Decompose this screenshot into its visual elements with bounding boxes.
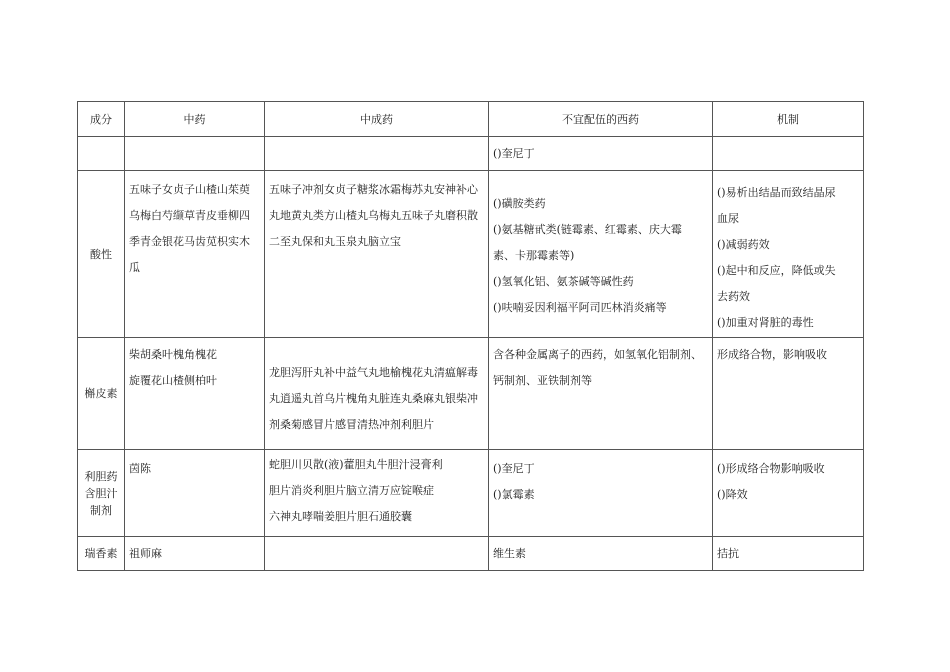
header-cell: 机制	[713, 102, 864, 137]
cell-patent	[265, 137, 489, 171]
cell-line: 柴胡桑叶槐角槐花	[129, 348, 217, 361]
table-row	[78, 137, 864, 171]
cell-herbs	[125, 450, 265, 537]
cell-line: ()奎尼丁	[493, 147, 535, 160]
cell-line: ()减弱药效	[717, 238, 770, 251]
table-row	[78, 450, 864, 537]
cell-line: 含胆汁	[84, 486, 118, 500]
cell-component	[78, 537, 125, 571]
cell-line: ()奎尼丁	[493, 462, 535, 475]
cell-line: 利胆药	[84, 469, 118, 483]
cell-line: ()呋喃妥因利福平阿司匹林消炎痛等	[493, 301, 667, 314]
cell-line: ()氢氧化铝、氨茶碱等碱性药	[493, 275, 634, 288]
cell-mechanism	[713, 450, 864, 537]
cell-line: 剂桑菊感冒片感冒清热冲剂利胆片	[269, 418, 434, 431]
table-row	[78, 537, 864, 571]
cell-patent	[265, 450, 489, 537]
cell-mechanism	[713, 171, 864, 338]
cell-western	[489, 537, 713, 571]
cell-line: 形成络合物，影响吸收	[717, 348, 827, 361]
cell-line: ()磺胺类药	[493, 197, 546, 210]
header-cell: 不宜配伍的西药	[489, 102, 713, 137]
cell-line: 丸逍遥丸首乌片槐角丸脏连丸桑麻丸银柴冲	[269, 392, 478, 405]
cell-line: 茵陈	[129, 462, 151, 475]
header-cell: 中药	[125, 102, 265, 137]
cell-line: ()加重对肾脏的毒性	[717, 316, 814, 329]
cell-line: 酸性	[90, 247, 112, 261]
cell-line: 六神丸哮喘姜胆片胆石通胶囊	[269, 510, 412, 523]
cell-line: 素、卡那霉素等)	[493, 249, 575, 262]
cell-line: 制剂	[90, 503, 112, 517]
cell-line: 去药效	[717, 290, 750, 303]
header-cell: 中成药	[265, 102, 489, 137]
cell-line: 瑞香素	[84, 547, 118, 560]
cell-line: ()氨基糖甙类(链霉素、红霉素、庆大霉	[493, 223, 682, 236]
table-row	[78, 338, 864, 450]
cell-herbs	[125, 338, 265, 450]
table-row	[78, 171, 864, 338]
cell-western	[489, 171, 713, 338]
cell-line: 旋覆花山楂侧柏叶	[129, 374, 217, 387]
cell-line: 含各种金属离子的西药，如氢氧化铝制剂、	[493, 348, 702, 361]
cell-patent	[265, 338, 489, 450]
cell-line: 龙胆泻肝丸补中益气丸地榆槐花丸清瘟解毒	[269, 366, 478, 379]
cell-line: 祖师麻	[129, 547, 162, 560]
cell-line: ()形成络合物影响吸收	[717, 462, 825, 475]
cell-herbs	[125, 171, 265, 338]
cell-line: 五味子女贞子山楂山茱萸	[129, 183, 250, 196]
cell-line: 五味子冲剂女贞子糖浆冰霜梅苏丸安神补心	[269, 183, 478, 196]
header-cell: 成分	[78, 102, 125, 137]
cell-patent	[265, 537, 489, 571]
cell-western	[489, 338, 713, 450]
cell-component	[78, 171, 125, 338]
cell-component	[78, 338, 125, 450]
cell-line: 胆片消炎利胆片脑立清万应锭喉症	[269, 484, 434, 497]
cell-mechanism	[713, 338, 864, 450]
cell-line: 维生素	[493, 547, 526, 560]
cell-line: ()易析出结晶而致结晶尿	[717, 186, 836, 199]
cell-line: 瓜	[129, 261, 140, 274]
cell-herbs	[125, 137, 265, 171]
cell-line: ()氯霉素	[493, 488, 535, 501]
cell-western	[489, 450, 713, 537]
cell-component	[78, 450, 125, 537]
cell-line: 拮抗	[717, 547, 739, 560]
cell-mechanism	[713, 537, 864, 571]
header-row	[78, 102, 864, 137]
cell-line: ()起中和反应，降低或失	[717, 264, 836, 277]
cell-mechanism	[713, 137, 864, 171]
cell-line: ()降效	[717, 488, 748, 501]
cell-western	[489, 137, 713, 171]
cell-line: 血尿	[717, 212, 739, 225]
cell-line: 蛇胆川贝散(液)藿胆丸牛胆汁浸膏利	[269, 458, 443, 471]
cell-herbs	[125, 537, 265, 571]
cell-line: 钙制剂、亚铁制剂等	[493, 374, 592, 387]
cell-component	[78, 137, 125, 171]
cell-line: 乌梅白芍缬草青皮垂柳四	[129, 209, 250, 222]
compatibility-table	[77, 101, 864, 571]
cell-line: 季青金银花马齿苋枳实木	[129, 235, 250, 248]
cell-line: 槲皮素	[84, 387, 118, 400]
cell-line: 丸地黄丸类方山楂丸乌梅丸五味子丸磨积散	[269, 209, 478, 222]
cell-patent	[265, 171, 489, 338]
cell-line: 二至丸保和丸玉泉丸脑立宝	[269, 235, 401, 248]
